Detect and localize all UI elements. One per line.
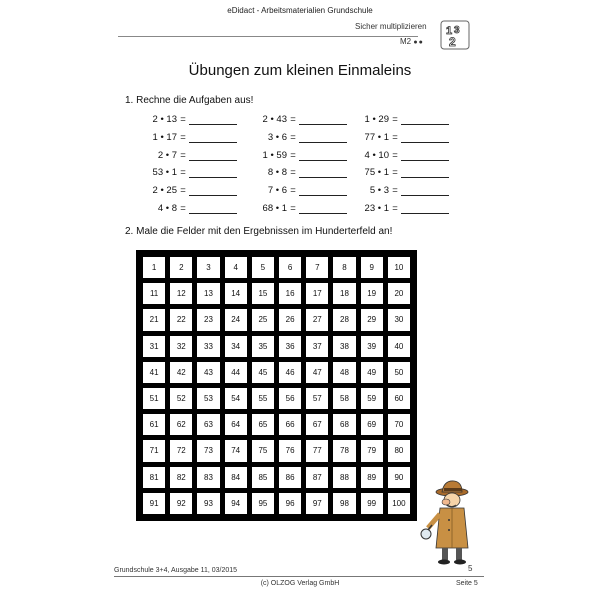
grid-cell[interactable]: 61 [142, 413, 166, 436]
grid-cell[interactable]: 97 [305, 492, 329, 515]
equals-sign: = [180, 149, 186, 161]
equation-term: 75 • 1 [364, 167, 389, 179]
grid-cell[interactable]: 52 [169, 387, 193, 410]
equals-sign: = [392, 185, 398, 197]
grid-cell[interactable]: 72 [169, 439, 193, 462]
grid-cell[interactable]: 25 [251, 308, 275, 331]
answer-blank[interactable] [401, 205, 449, 214]
grid-cell[interactable]: 83 [196, 466, 220, 489]
svg-text:2: 2 [449, 35, 456, 49]
equals-sign: = [290, 114, 296, 125]
answer-blank[interactable] [401, 187, 449, 196]
equals-sign: = [180, 167, 186, 179]
equation-row [250, 167, 347, 179]
grid-cell[interactable]: 86 [278, 466, 302, 489]
equation-term: 7 • 6 [267, 185, 287, 197]
grid-cell[interactable]: 19 [360, 282, 384, 305]
equation-row [250, 185, 347, 197]
grid-cell[interactable]: 51 [142, 387, 166, 410]
grid-cell[interactable]: 34 [224, 335, 248, 358]
answer-blank[interactable] [189, 134, 237, 143]
equation-row [140, 167, 237, 179]
grid-cell[interactable]: 15 [251, 282, 275, 305]
grid-cell[interactable]: 36 [278, 335, 302, 358]
equation-row [352, 150, 449, 162]
answer-blank[interactable] [189, 169, 237, 178]
grid-cell[interactable]: 48 [332, 361, 356, 384]
answer-blank[interactable] [189, 152, 237, 161]
equals-sign: = [180, 131, 186, 143]
grid-cell[interactable]: 85 [251, 466, 275, 489]
grid-cell[interactable]: 40 [387, 335, 411, 358]
equation-row [352, 167, 449, 179]
grid-cell[interactable]: 14 [224, 282, 248, 305]
difficulty-dots: ●● [413, 39, 424, 46]
equation-row [250, 132, 347, 144]
header-title: eDidact - Arbeitsmaterialien Grundschule [227, 6, 373, 15]
grid-cell[interactable]: 6 [278, 256, 302, 279]
grid-cell[interactable]: 70 [387, 413, 411, 436]
task2-instruction: 2. Male die Felder mit den Ergebnissen im Hunderterfeld an! [125, 226, 393, 237]
answer-blank[interactable] [299, 116, 347, 125]
grid-cell[interactable]: 53 [196, 387, 220, 410]
answer-blank[interactable] [189, 187, 237, 196]
grid-cell[interactable]: 78 [332, 439, 356, 462]
equation-row [250, 150, 347, 162]
grid-cell[interactable]: 12 [169, 282, 193, 305]
answer-blank[interactable] [189, 116, 237, 125]
equation-row [352, 132, 449, 144]
answer-blank[interactable] [299, 134, 347, 143]
grid-cell[interactable]: 56 [278, 387, 302, 410]
grid-cell[interactable]: 65 [251, 413, 275, 436]
equation-term: 5 • 3 [369, 185, 389, 197]
grid-cell[interactable]: 29 [360, 308, 384, 331]
equals-sign: = [392, 203, 398, 214]
grid-cell[interactable]: 76 [278, 439, 302, 462]
grid-cell[interactable]: 67 [305, 413, 329, 436]
answer-blank[interactable] [299, 169, 347, 178]
grid-cell[interactable]: 39 [360, 335, 384, 358]
grid-cell[interactable]: 64 [224, 413, 248, 436]
grid-cell[interactable]: 38 [332, 335, 356, 358]
equation-term: 2 • 43 [262, 114, 287, 125]
grid-cell[interactable]: 11 [142, 282, 166, 305]
answer-blank[interactable] [189, 205, 237, 214]
grid-cell[interactable]: 9 [360, 256, 384, 279]
grid-cell[interactable]: 8 [332, 256, 356, 279]
equals-sign: = [290, 131, 296, 143]
grid-cell[interactable]: 54 [224, 387, 248, 410]
equation-row [352, 114, 449, 126]
hundred-grid [136, 250, 417, 521]
grid-cell[interactable]: 20 [387, 282, 411, 305]
grid-cell[interactable]: 71 [142, 439, 166, 462]
equation-term: 77 • 1 [364, 131, 389, 143]
worksheet-code-label: M2 [400, 37, 412, 46]
grid-cell[interactable]: 79 [360, 439, 384, 462]
answer-blank[interactable] [299, 205, 347, 214]
grid-cell[interactable]: 57 [305, 387, 329, 410]
grid-cell[interactable]: 2 [169, 256, 193, 279]
grid-cell[interactable]: 33 [196, 335, 220, 358]
equation-row [250, 203, 347, 215]
grid-cell[interactable]: 4 [224, 256, 248, 279]
grid-cell[interactable]: 35 [251, 335, 275, 358]
grid-cell[interactable]: 62 [169, 413, 193, 436]
grid-cell[interactable]: 66 [278, 413, 302, 436]
grid-cell[interactable]: 46 [278, 361, 302, 384]
grid-cell[interactable]: 100 [387, 492, 411, 515]
footer-edition: Grundschule 3+4, Ausgabe 11, 03/2015 [114, 567, 238, 574]
equation-term: 23 • 1 [364, 203, 389, 214]
equals-sign: = [180, 203, 186, 214]
equation-row [140, 132, 237, 144]
grid-cell[interactable]: 10 [387, 256, 411, 279]
grid-cell[interactable]: 3 [196, 256, 220, 279]
equals-sign: = [290, 167, 296, 179]
grid-cell[interactable]: 7 [305, 256, 329, 279]
equation-row [352, 203, 449, 215]
grid-cell[interactable]: 98 [332, 492, 356, 515]
numbers-logo-icon [440, 20, 470, 50]
grid-cell[interactable]: 75 [251, 439, 275, 462]
equation-term: 2 • 13 [152, 114, 177, 125]
grid-cell[interactable]: 47 [305, 361, 329, 384]
equals-sign: = [392, 131, 398, 143]
grid-cell[interactable]: 73 [196, 439, 220, 462]
equals-sign: = [290, 185, 296, 197]
equals-sign: = [392, 167, 398, 179]
answer-blank[interactable] [401, 116, 449, 125]
grid-cell[interactable]: 63 [196, 413, 220, 436]
equation-row [250, 114, 347, 126]
worksheet-code [400, 37, 424, 46]
grid-cell[interactable]: 44 [224, 361, 248, 384]
equation-term: 1 • 17 [152, 131, 177, 143]
equation-term: 53 • 1 [152, 167, 177, 179]
grid-cell[interactable]: 50 [387, 361, 411, 384]
grid-cell[interactable]: 84 [224, 466, 248, 489]
footer-divider [114, 576, 484, 577]
grid-cell[interactable]: 77 [305, 439, 329, 462]
equation-row [352, 185, 449, 197]
answer-blank[interactable] [401, 169, 449, 178]
grid-cell[interactable]: 22 [169, 308, 193, 331]
grid-cell[interactable]: 74 [224, 439, 248, 462]
answer-blank[interactable] [299, 187, 347, 196]
svg-text:1: 1 [446, 25, 453, 37]
grid-cell[interactable]: 37 [305, 335, 329, 358]
equation-row [140, 203, 237, 215]
equation-term: 2 • 25 [152, 185, 177, 197]
equation-term: 1 • 29 [364, 114, 389, 125]
grid-cell[interactable]: 30 [387, 308, 411, 331]
grid-cell[interactable]: 82 [169, 466, 193, 489]
equation-term: 1 • 59 [262, 149, 287, 161]
header-divider [118, 36, 418, 37]
equation-term: 2 • 7 [157, 149, 177, 161]
grid-cell[interactable]: 96 [278, 492, 302, 515]
equals-sign: = [392, 114, 398, 125]
grid-cell[interactable]: 88 [332, 466, 356, 489]
page-title: Übungen zum kleinen Einmaleins [188, 62, 412, 79]
equals-sign: = [290, 203, 296, 214]
grid-cell[interactable]: 45 [251, 361, 275, 384]
grid-cell[interactable]: 21 [142, 308, 166, 331]
grid-cell[interactable]: 18 [332, 282, 356, 305]
grid-cell[interactable]: 28 [332, 308, 356, 331]
equation-row [140, 114, 237, 126]
grid-cell[interactable]: 31 [142, 335, 166, 358]
grid-cell[interactable]: 16 [278, 282, 302, 305]
grid-cell[interactable]: 91 [142, 492, 166, 515]
equation-term: 4 • 10 [364, 149, 389, 161]
equals-sign: = [180, 114, 186, 125]
grid-cell[interactable]: 99 [360, 492, 384, 515]
answer-blank[interactable] [401, 134, 449, 143]
grid-cell[interactable]: 27 [305, 308, 329, 331]
grid-cell[interactable]: 89 [360, 466, 384, 489]
equals-sign: = [180, 185, 186, 197]
equation-term: 68 • 1 [262, 203, 287, 214]
grid-cell[interactable]: 43 [196, 361, 220, 384]
answer-blank[interactable] [299, 152, 347, 161]
task1-instruction: 1. Rechne die Aufgaben aus! [125, 95, 254, 106]
grid-cell[interactable]: 92 [169, 492, 193, 515]
equals-sign: = [392, 149, 398, 161]
grid-cell[interactable]: 87 [305, 466, 329, 489]
equation-term: 4 • 8 [157, 203, 177, 214]
equation-term: 3 • 6 [267, 131, 287, 143]
grid-cell[interactable]: 94 [224, 492, 248, 515]
grid-cell[interactable]: 90 [387, 466, 411, 489]
equals-sign: = [290, 149, 296, 161]
footer-page-label: Seite 5 [456, 580, 478, 587]
grid-cell[interactable]: 41 [142, 361, 166, 384]
equation-row [140, 185, 237, 197]
grid-cell[interactable]: 17 [305, 282, 329, 305]
grid-cell[interactable]: 42 [169, 361, 193, 384]
grid-cell[interactable]: 59 [360, 387, 384, 410]
grid-cell[interactable]: 13 [196, 282, 220, 305]
grid-cell[interactable]: 23 [196, 308, 220, 331]
grid-cell[interactable]: 80 [387, 439, 411, 462]
grid-cell[interactable]: 55 [251, 387, 275, 410]
grid-cell[interactable]: 58 [332, 387, 356, 410]
grid-cell[interactable]: 60 [387, 387, 411, 410]
grid-cell[interactable]: 69 [360, 413, 384, 436]
grid-cell[interactable]: 95 [251, 492, 275, 515]
grid-cell[interactable]: 68 [332, 413, 356, 436]
answer-blank[interactable] [401, 152, 449, 161]
worksheet-subject: Sicher multiplizieren [355, 22, 427, 31]
grid-cell[interactable]: 93 [196, 492, 220, 515]
detective-illustration [420, 478, 480, 566]
grid-cell[interactable]: 81 [142, 466, 166, 489]
grid-cell[interactable]: 26 [278, 308, 302, 331]
svg-text:3: 3 [454, 25, 460, 36]
equation-term: 8 • 8 [267, 167, 287, 179]
grid-cell[interactable]: 49 [360, 361, 384, 384]
footer-copyright: (c) OLZOG Verlag GmbH [260, 580, 340, 587]
grid-cell[interactable]: 5 [251, 256, 275, 279]
grid-cell[interactable]: 24 [224, 308, 248, 331]
grid-cell[interactable]: 32 [169, 335, 193, 358]
page-number: 5 [468, 564, 473, 573]
equation-row [140, 150, 237, 162]
grid-cell[interactable]: 1 [142, 256, 166, 279]
